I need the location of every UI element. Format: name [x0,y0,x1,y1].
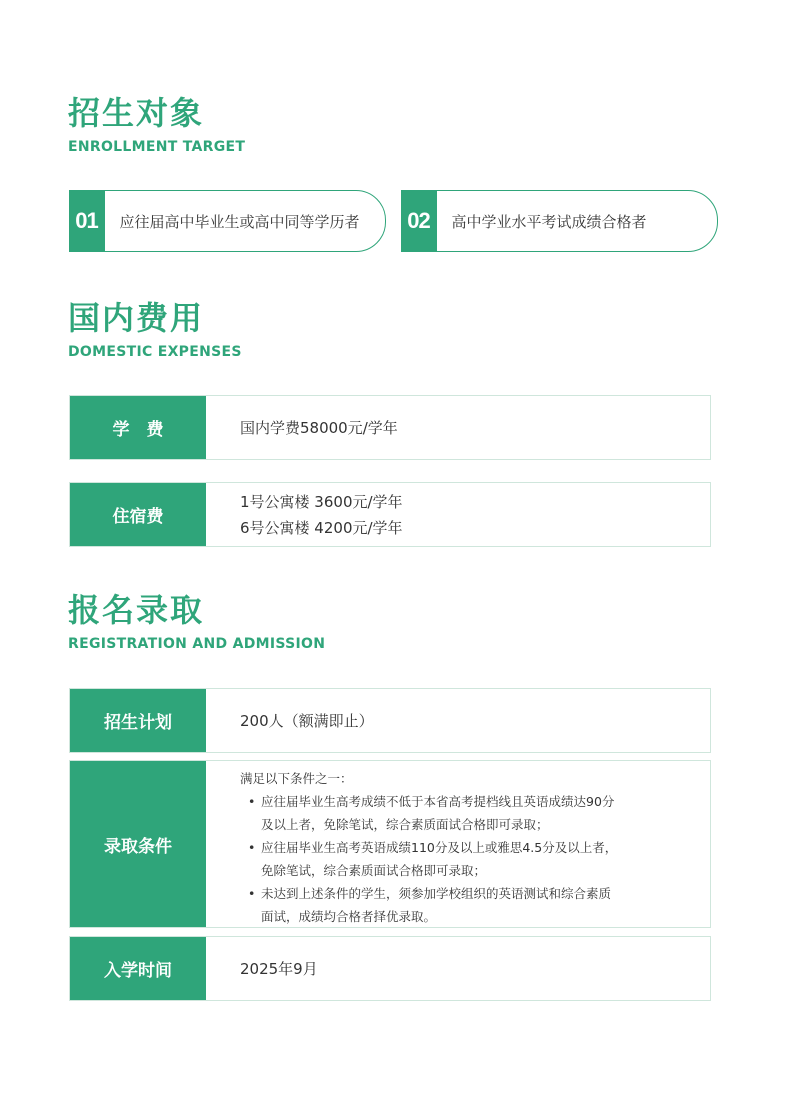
section-title: 招生对象 [68,94,205,132]
tuition-value [206,396,398,459]
conditions-content [206,761,621,927]
target-text: 应往届高中毕业生或高中同等学历者 [119,212,360,231]
housing-line: 6号公寓楼 4200元/学年 [240,518,403,537]
plan-value [206,689,374,752]
conditions-list [240,790,621,928]
plan-text: 200人（额满即止） [240,711,374,730]
start-date-row [69,936,711,1001]
enrollment-plan-row [69,688,711,753]
housing-value [206,483,403,546]
target-card-2 [401,190,718,252]
section-subtitle: REGISTRATION AND ADMISSION [68,636,326,652]
section-subtitle: DOMESTIC EXPENSES [68,344,242,360]
target-number: 01 [69,190,105,252]
start-value [206,937,318,1000]
target-card-1 [69,190,386,252]
section-enrollment-target [68,93,245,157]
section-title: 报名录取 [68,591,205,629]
target-number: 02 [401,190,437,252]
start-label: 入学时间 [70,937,206,1000]
target-text: 高中学业水平考试成绩合格者 [451,212,647,231]
condition-item: • 应往届毕业生高考英语成绩110分及以上或雅思4.5分及以上者，免除笔试，综合素质面试合格即可录取； [240,836,621,882]
plan-label: 招生计划 [70,689,206,752]
admission-conditions-row [69,760,711,928]
section-registration-admission [68,590,325,654]
condition-item: • 未达到上述条件的学生，须参加学校组织的英语测试和综合素质面试，成绩均合格者择优录取。 [240,882,621,928]
start-text: 2025年9月 [240,959,318,978]
section-subtitle: ENROLLMENT TARGET [68,139,246,155]
section-title: 国内费用 [68,299,205,337]
conditions-label: 录取条件 [70,761,206,927]
tuition-text: 国内学费58000元/学年 [240,418,398,437]
condition-item: • 应往届毕业生高考成绩不低于本省高考提档线且英语成绩达90分及以上者，免除笔试，综合素质面试合格即可录取； [240,790,621,836]
housing-label: 住宿费 [70,483,206,546]
conditions-intro: 满足以下条件之一： [240,771,353,786]
section-domestic-expenses [68,298,242,362]
enrollment-target-cards [69,190,719,254]
tuition-row [69,395,711,460]
housing-line: 1号公寓楼 3600元/学年 [240,492,403,511]
housing-row [69,482,711,547]
tuition-label: 学 费 [70,396,206,459]
